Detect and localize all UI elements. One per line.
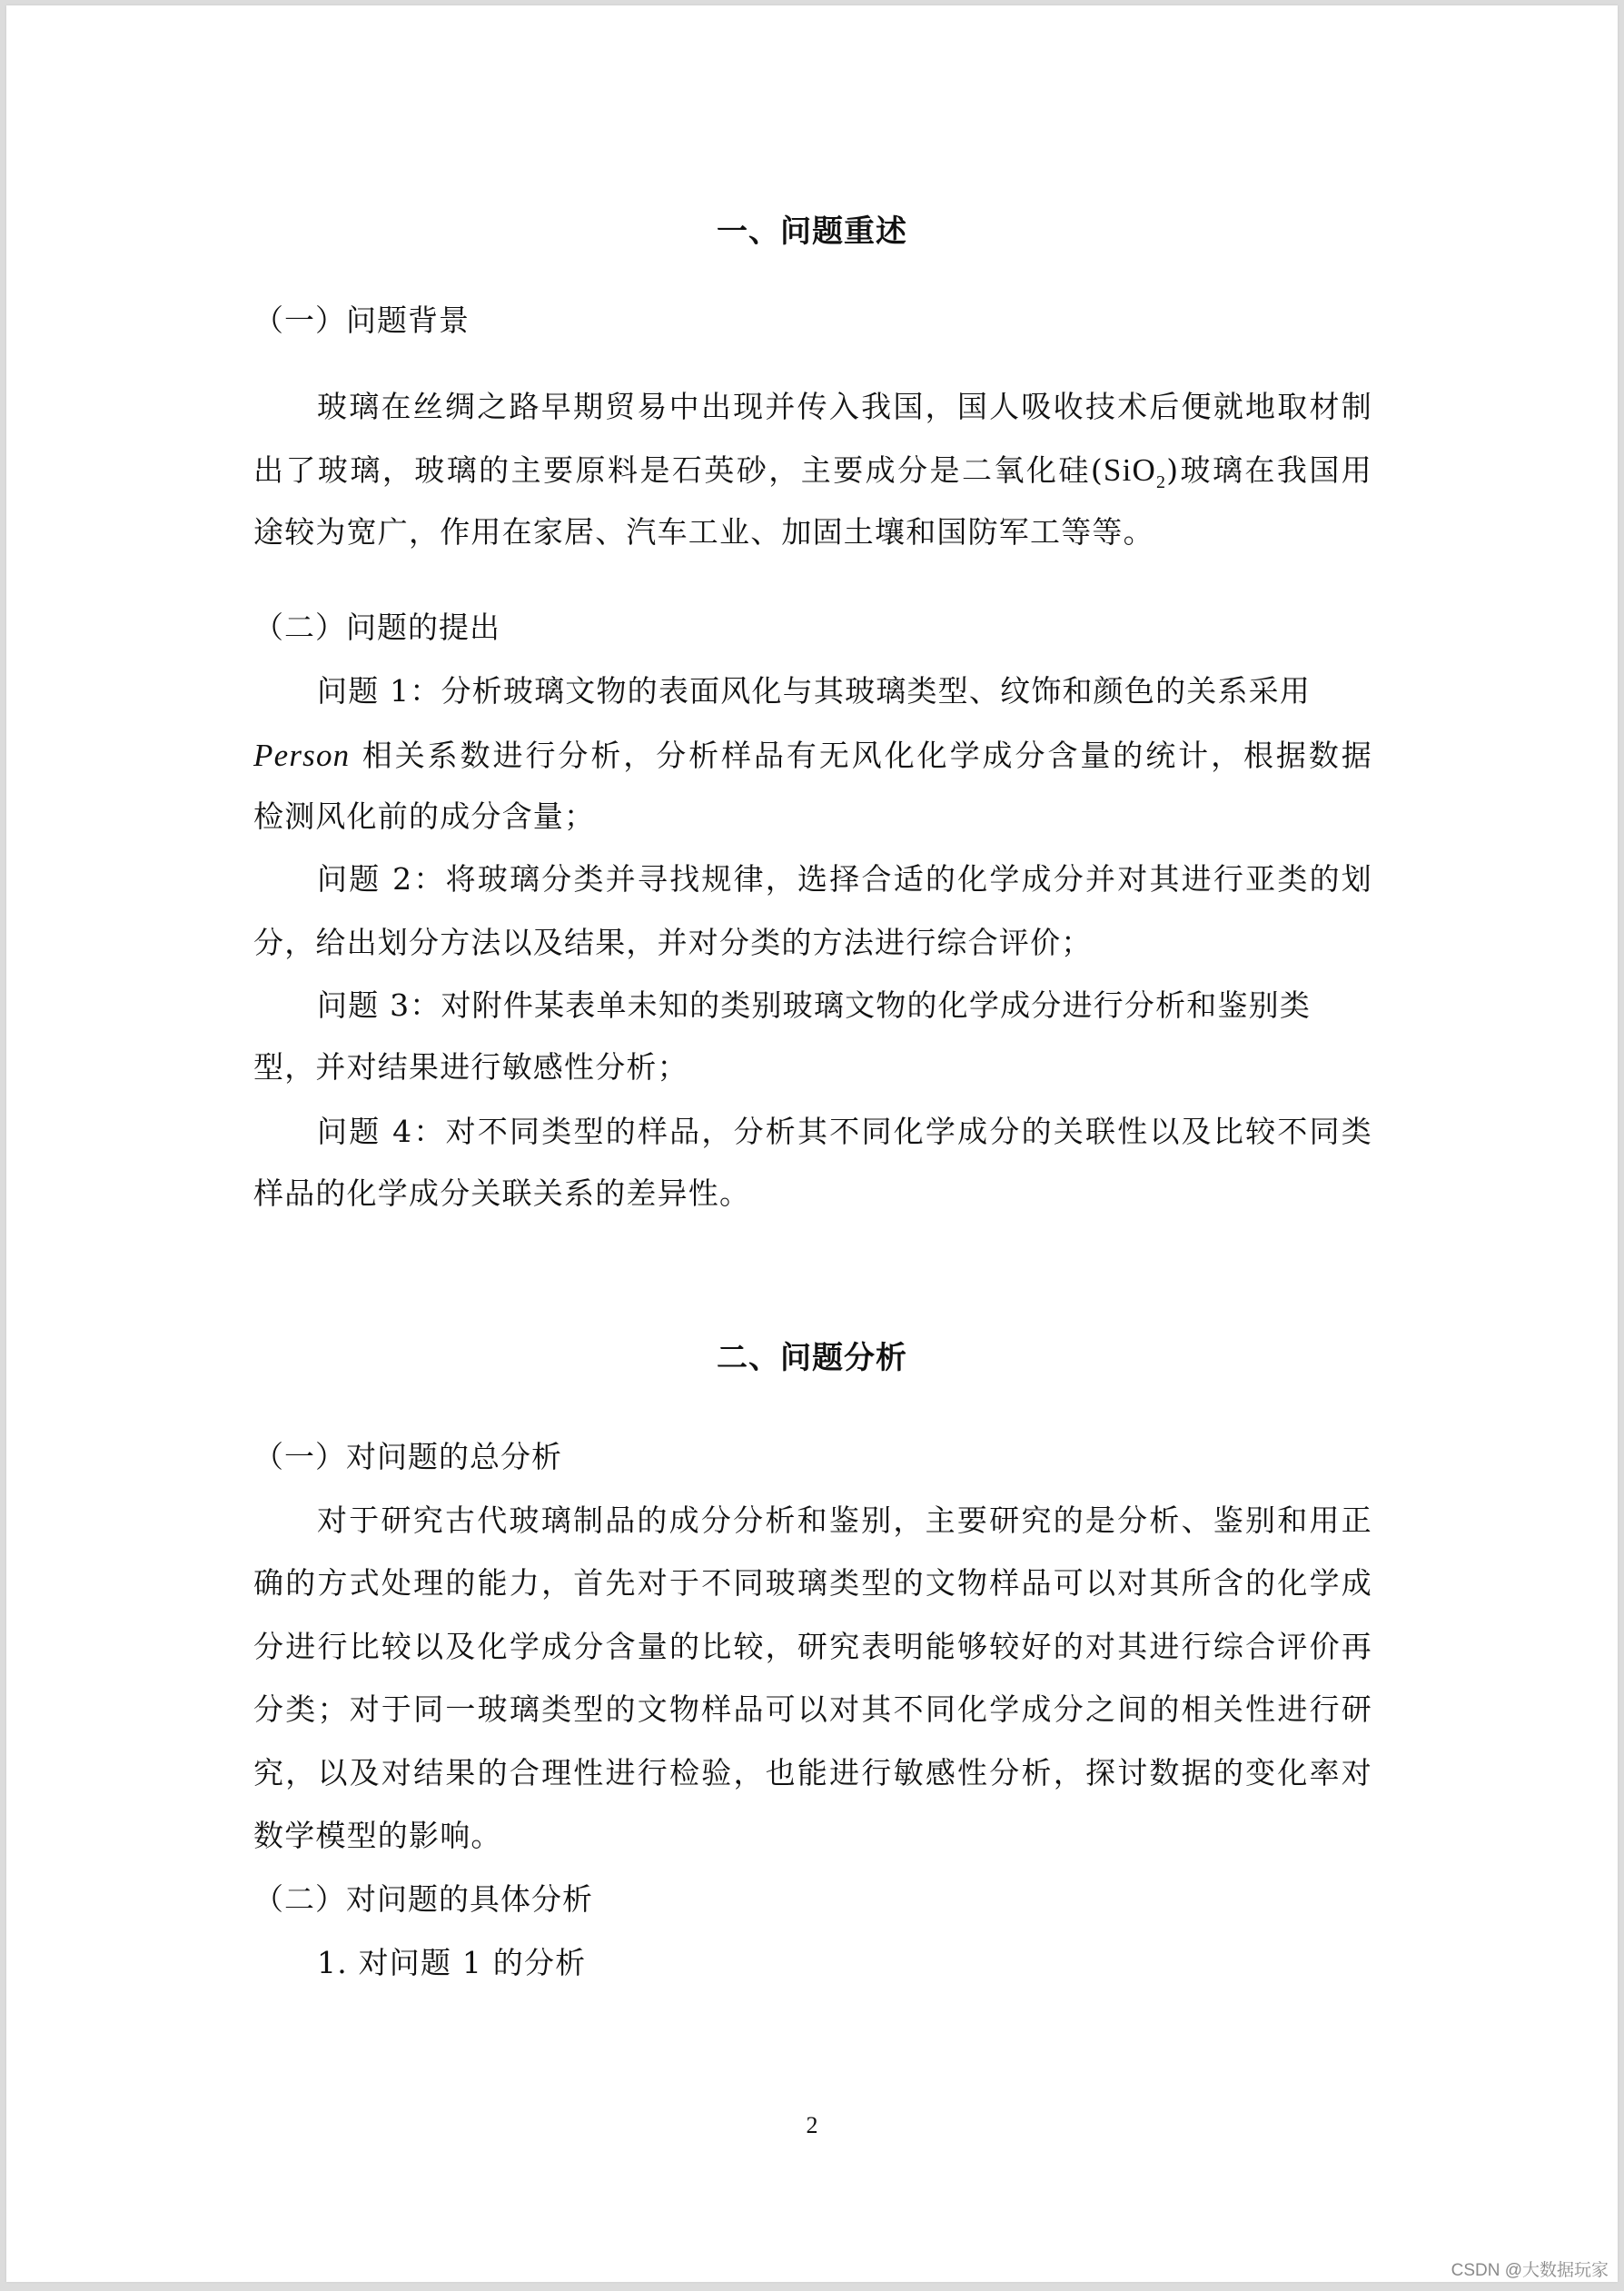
paragraph-line: 确的方式处理的能力，首先对于不同玻璃类型的文物样品可以对其所含的化学成 bbox=[253, 1565, 1372, 1601]
paragraph-text: )玻璃在我国用 bbox=[1166, 452, 1372, 488]
numbered-item-problem-1-analysis: 1. 对问题 1 的分析 bbox=[317, 1945, 587, 1980]
formula-main: SiO bbox=[1103, 452, 1156, 488]
formula-subscript: 2 bbox=[1155, 472, 1167, 492]
paragraph-line: 数学模型的影响。 bbox=[253, 1818, 502, 1853]
formula-sio2 bbox=[1103, 452, 1167, 492]
csdn-watermark: CSDN @大数据玩家 bbox=[1451, 2261, 1609, 2280]
problem-4-line: 问题 4：对不同类型的样品，分析其不同化学成分的关联性以及比较不同类 bbox=[317, 1114, 1372, 1149]
problem-3-line: 型，并对结果进行敏感性分析； bbox=[253, 1049, 688, 1085]
problem-4-line: 样品的化学成分关联关系的差异性。 bbox=[253, 1175, 751, 1211]
paragraph-line-formula bbox=[253, 452, 1372, 492]
problem-2-line: 分，给出划分方法以及结果，并对分类的方法进行综合评价； bbox=[253, 925, 1093, 960]
document-page bbox=[6, 5, 1618, 2282]
problem-1-line bbox=[253, 739, 1372, 772]
subsection-title-overall-analysis: （一）对问题的总分析 bbox=[253, 1439, 562, 1474]
section-heading-problem-restatement: 一、问题重述 bbox=[717, 213, 907, 250]
page-number: 2 bbox=[806, 2112, 818, 2138]
paragraph-line: 对于研究古代玻璃制品的成分分析和鉴别，主要研究的是分析、鉴别和用正 bbox=[317, 1503, 1372, 1538]
subsection-title-background: （一）问题背景 bbox=[253, 302, 470, 338]
problem-1-line: 问题 1：分析玻璃文物的表面风化与其玻璃类型、纹饰和颜色的关系采用 bbox=[317, 673, 1312, 709]
paragraph-text: 相关系数进行分析，分析样品有无风化化学成分含量的统计，根据数据 bbox=[350, 738, 1372, 773]
paragraph-line: 分进行比较以及化学成分含量的比较，研究表明能够较好的对其进行综合评价再 bbox=[253, 1629, 1372, 1664]
subsection-title-specific-analysis: （二）对问题的具体分析 bbox=[253, 1881, 593, 1917]
paragraph-line: 途较为宽广，作用在家居、汽车工业、加固土壤和国防军工等等。 bbox=[253, 514, 1154, 550]
section-heading-problem-analysis: 二、问题分析 bbox=[717, 1340, 907, 1376]
paragraph-text: 出了玻璃，玻璃的主要原料是石英砂，主要成分是二氧化硅( bbox=[253, 452, 1104, 488]
person-term: Person bbox=[253, 738, 351, 773]
subsection-title-problems: （二）问题的提出 bbox=[253, 610, 500, 645]
paragraph-line: 分类；对于同一玻璃类型的文物样品可以对其不同化学成分之间的相关性进行研 bbox=[253, 1691, 1372, 1727]
problem-1-line: 检测风化前的成分含量； bbox=[253, 798, 596, 834]
problem-2-line: 问题 2：将玻璃分类并寻找规律，选择合适的化学成分并对其进行亚类的划 bbox=[317, 861, 1372, 897]
paragraph-line: 玻璃在丝绸之路早期贸易中出现并传入我国，国人吸收技术后便就地取材制 bbox=[317, 389, 1372, 424]
problem-3-line: 问题 3：对附件某表单未知的类别玻璃文物的化学成分进行分析和鉴别类 bbox=[317, 987, 1312, 1023]
paragraph-line: 究，以及对结果的合理性进行检验，也能进行敏感性分析，探讨数据的变化率对 bbox=[253, 1755, 1372, 1790]
